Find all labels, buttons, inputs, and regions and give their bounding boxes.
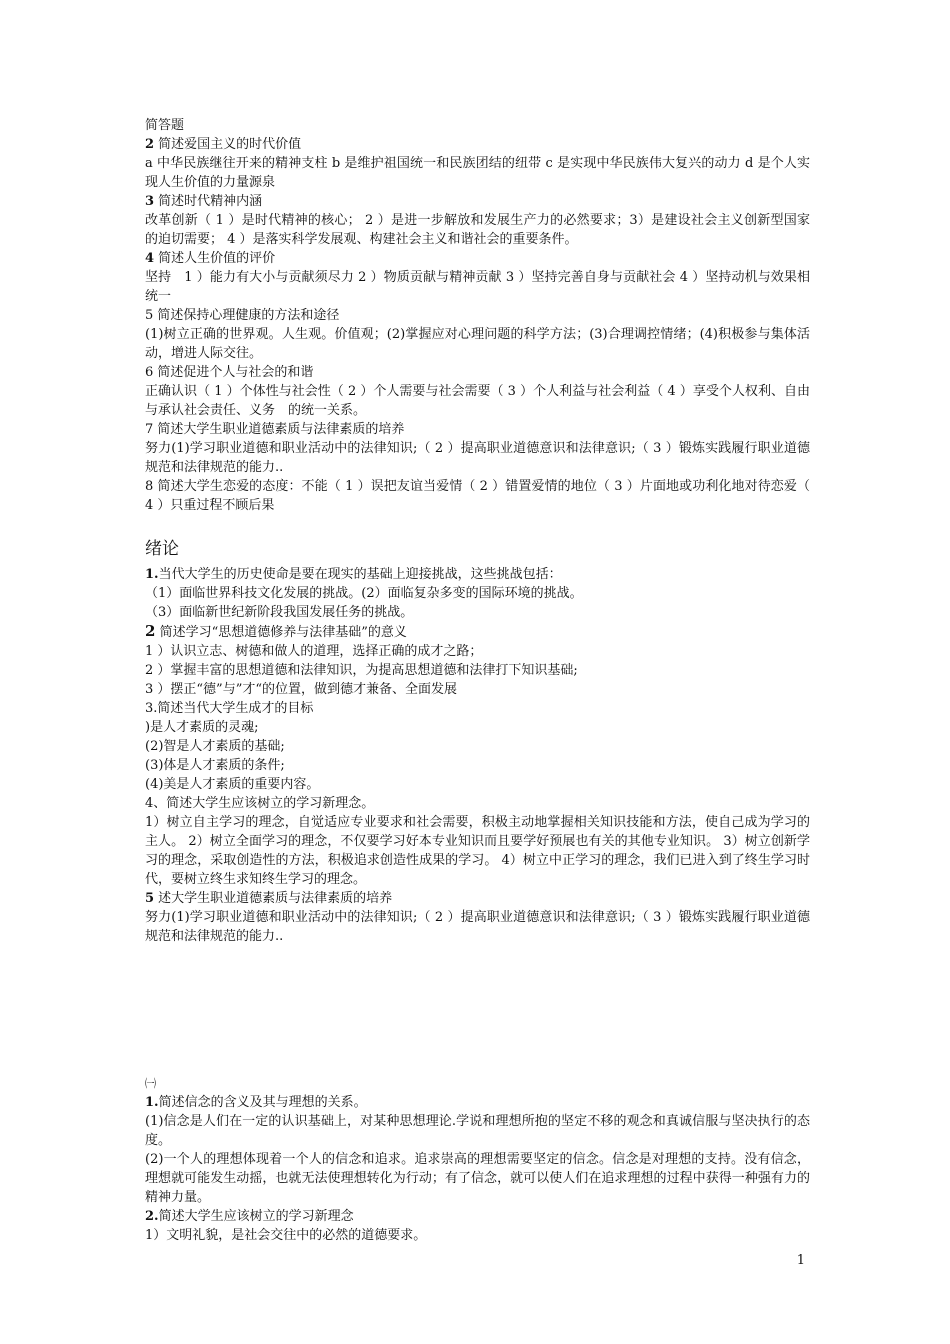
item-text: 2 ）掌握丰富的思想道德和法律知识，为提高思想道德和法律打下知识基础; xyxy=(145,663,578,678)
text-line xyxy=(145,1226,810,1245)
item-text: 正确认识（ 1 ）个体性与社会性（ 2 ）个人需要与社会需要（ 3 ）个人利益与社会利益（ 4 ）享受个人权利、自由与承认社会责任、义务 的统一关系。 xyxy=(145,384,810,418)
text-line xyxy=(145,813,810,889)
text-line xyxy=(145,565,810,584)
text-line xyxy=(145,775,810,794)
text-line xyxy=(145,211,810,249)
section-introduction xyxy=(145,565,810,946)
blank-space xyxy=(145,946,810,1074)
text-line xyxy=(145,325,810,363)
text-line xyxy=(145,756,810,775)
item-text: （1）面临世界科技文化发展的挑战。(2）面临复杂多变的国际环境的挑战。 xyxy=(145,586,583,601)
text-line xyxy=(145,584,810,603)
item-text: a 中华民族继往开来的精神支柱 b 是维护祖国统一和民族团结的纽带 c 是实现中华民族伟大复兴的动力 d 是个人实现人生价值的力量源泉 xyxy=(145,156,810,190)
item-text: 1）文明礼貌，是社会交往中的必然的道德要求。 xyxy=(145,1228,427,1243)
text-line xyxy=(145,1207,810,1226)
text-line xyxy=(145,268,810,306)
text-line xyxy=(145,363,810,382)
item-number: 2 xyxy=(145,622,156,640)
item-text: (1)信念是人们在一定的认识基础上，对某种思想理论.学说和理想所抱的坚定不移的观念和真诚信服与坚决执行的态度。 xyxy=(145,1114,810,1148)
section-title: 绪论 xyxy=(145,539,179,559)
item-text: 简述时代精神内涵 xyxy=(154,194,263,209)
item-text: (1)树立正确的世界观。人生观。价值观；(2)掌握应对心理问题的科学方法；(3)合理调控情绪；(4)积极参与集体活动，增进人际交往。 xyxy=(145,327,810,361)
text-line xyxy=(145,642,810,661)
item-number: 5 xyxy=(145,891,155,906)
item-text: 努力(1)学习职业道德和职业活动中的法律知识;（ 2 ）提高职业道德意识和法律意识;（ 3 ）锻炼实践履行职业道德规范和法律规范的能力.. xyxy=(145,910,810,944)
text-line xyxy=(145,737,810,756)
item-text: 坚持 1 ）能力有大小与贡献须尽力 2 ）物质贡献与精神贡献 3 ）坚持完善自身与贡献社会 4 ）坚持动机与效果相统一 xyxy=(145,270,810,304)
text-line xyxy=(145,192,810,211)
item-text: 6 简述促进个人与社会的和谐 xyxy=(145,365,314,380)
item-number: 2. xyxy=(145,1209,159,1224)
text-line xyxy=(145,154,810,192)
item-text: （3）面临新世纪新阶段我国发展任务的挑战。 xyxy=(145,605,414,620)
item-text: (4)美是人才素质的重要内容。 xyxy=(145,777,320,792)
item-number: 1. xyxy=(145,1095,159,1110)
section-short-answer xyxy=(145,116,810,515)
item-text: 7 简述大学生职业道德素质与法律素质的培养 xyxy=(145,422,405,437)
text-line xyxy=(145,661,810,680)
item-text: (3)体是人才素质的条件; xyxy=(145,758,285,773)
text-line xyxy=(145,603,810,622)
text-line xyxy=(145,680,810,699)
item-text: 述大学生职业道德素质与法律素质的培养 xyxy=(154,891,393,906)
item-text: 努力(1)学习职业道德和职业活动中的法律知识;（ 2 ）提高职业道德意识和法律意识;（ 3 ）锻炼实践履行职业道德规范和法律规范的能力.. xyxy=(145,441,810,475)
text-line xyxy=(145,622,810,642)
item-text: 简述信念的含义及其与理想的关系。 xyxy=(158,1095,367,1110)
item-text: 简述大学生应该树立的学习新理念 xyxy=(158,1209,354,1224)
text-line xyxy=(145,718,810,737)
text-line xyxy=(145,116,810,135)
text-line xyxy=(145,249,810,268)
item-text: 改革创新（ 1 ）是时代精神的核心； 2 ）是进一步解放和发展生产力的必然要求；3）是建设社会主义创新型国家的迫切需要； 4 ）是落实科学发展观、构建社会主义和谐社会的重要条件。 xyxy=(145,213,810,247)
item-text: 当代大学生的历史使命是要在现实的基础上迎接挑战，这些挑战包括： xyxy=(158,567,562,582)
section-beliefs xyxy=(145,1093,810,1245)
item-text: 8 简述大学生恋爱的态度：不能（ 1 ）误把友谊当爱情（ 2 ）错置爱情的地位（ 3 ）片面地或功利化地对待恋爱（ 4 ）只重过程不顾后果 xyxy=(145,479,810,513)
text-line xyxy=(145,306,810,325)
item-text: 5 简述保持心理健康的方法和途径 xyxy=(145,308,340,323)
item-text: 简述爱国主义的时代价值 xyxy=(154,137,302,152)
page-number: 1 xyxy=(796,1253,805,1268)
item-text: (2)一个人的理想体现着一个人的信念和追求。追求崇高的理想需要坚定的信念。信念是对理想的支持。没有信念，理想就可能发生动摇，也就无法使理想转化为行动；有了信念，就可以使人们在追求理想的过程中获得一种强有力的精神力量。 xyxy=(145,1152,810,1205)
item-text: 1）树立自主学习的理念，自觉适应专业要求和社会需要，积极主动地掌握相关知识技能和方法，使自己成为学习的主人。 2）树立全面学习的理念，不仅要学习好本专业知识而且要学好预展也有关的其他专业知识。 3）树立创新学习的理念，采取创造性的方法，积极追求创造性成果的学习。 4）树立中正学习的理念，我们已进入到了终生学习时代，要树立终生求知终生学习的理念。 xyxy=(145,815,810,887)
item-text: 简述人生价值的评价 xyxy=(154,251,276,266)
text-line xyxy=(145,420,810,439)
text-line xyxy=(145,382,810,420)
text-line xyxy=(145,794,810,813)
item-text: 简答题 xyxy=(145,118,185,133)
text-line xyxy=(145,439,810,477)
item-number: 2 xyxy=(145,137,155,152)
item-text: 3 ）摆正“德”与”才“的位置，做到德才兼备、全面发展 xyxy=(145,682,457,697)
text-line xyxy=(145,1150,810,1207)
section-marker: ㈠ xyxy=(145,1077,156,1090)
item-text: 简述学习“思想道德修养与法律基础”的意义 xyxy=(155,625,407,640)
text-line xyxy=(145,477,810,515)
document-body xyxy=(145,116,810,1245)
text-line xyxy=(145,1093,810,1112)
text-line xyxy=(145,135,810,154)
item-number: 3 xyxy=(145,194,155,209)
item-text: 1 ）认识立志、树德和做人的道理，选择正确的成才之路； xyxy=(145,644,483,659)
item-text: )是人才素质的灵魂; xyxy=(145,720,259,735)
item-text: (2)智是人才素质的基础; xyxy=(145,739,285,754)
item-text: 3.简述当代大学生成才的目标 xyxy=(145,701,314,716)
item-number: 1. xyxy=(145,567,159,582)
text-line xyxy=(145,889,810,908)
item-number: 4 xyxy=(145,251,155,266)
text-line xyxy=(145,699,810,718)
text-line xyxy=(145,908,810,946)
text-line xyxy=(145,1112,810,1150)
item-text: 4、简述大学生应该树立的学习新理念。 xyxy=(145,796,375,811)
